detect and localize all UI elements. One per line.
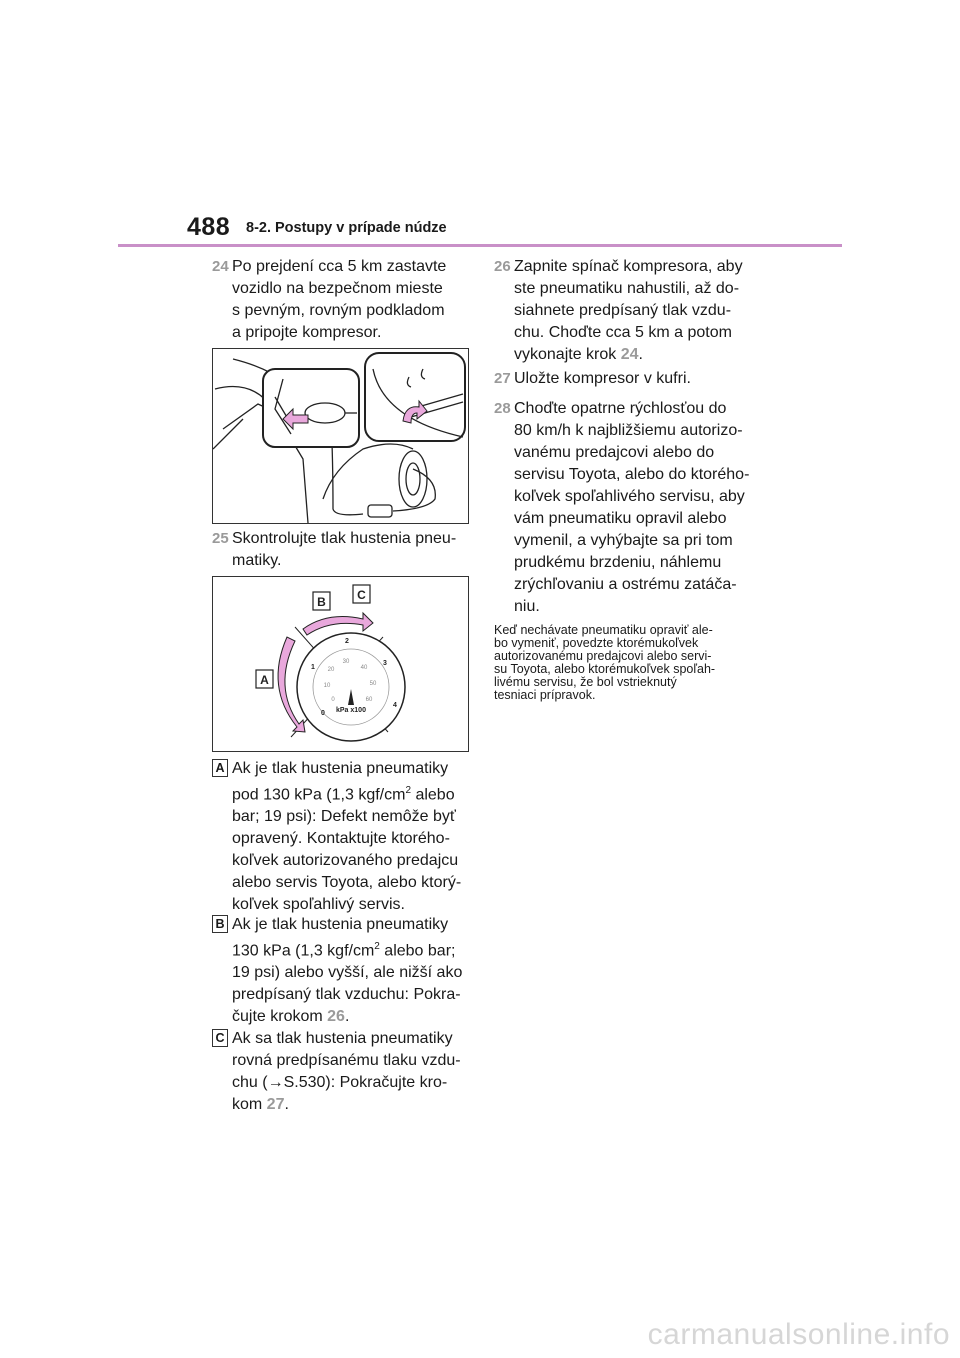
gauge-outer-4: 4 <box>393 702 397 709</box>
header-rule <box>118 244 842 247</box>
step-text: Zapnite spínač kompresora, aby ste pneumatiku nahustili, až do- siahnete predpísaný tlak vzdu- chu. Choďte cca 5 km a potom vykonajte krok <box>514 258 743 363</box>
item-b-text-3: . <box>344 1008 350 1026</box>
gauge-inner-40: 40 <box>360 665 368 671</box>
item-c-text-3: . <box>284 1096 289 1113</box>
page-number: 488 <box>187 213 231 241</box>
item-a-marker: A <box>212 759 228 777</box>
step-number: 28 <box>494 400 511 417</box>
step-24 <box>212 256 472 344</box>
item-b-ref: 26 <box>327 1008 345 1026</box>
compressor-illustration <box>213 349 468 523</box>
step-26-ref: 24 <box>620 346 639 363</box>
figure-pressure-gauge <box>212 576 469 752</box>
item-a-text: Ak je tlak hustenia pneumatiky pod 130 kPa (1,3 kgf/cm <box>232 760 449 804</box>
step-number: 26 <box>494 258 511 275</box>
item-b <box>212 914 470 1028</box>
item-a <box>212 758 470 916</box>
note-text: Keď nechávate pneumatiku opraviť ale- bo vymeniť, povedzte ktorémukoľvek autorizovanému predajcovi alebo servi- su Toyota, alebo ktorémukoľvek spoľah- livému servisu, že bol vstrieknutý tesniaci prípravok. <box>494 623 716 702</box>
step-26 <box>494 256 760 366</box>
gauge-inner-50: 50 <box>369 681 377 687</box>
step-text: Choďte opatrne rýchlosťou do 80 km/h k najbližšiemu autorizo- vanému predajcovi alebo do servisu Toyota, alebo do ktorého- koľvek spoľahlivého servisu, aby vám pneumatiku opravil alebo vymenil, a vyhýbajte sa pri tom prudkému brzdeniu, náhlemu zrýchľovaniu a ostrému zatáča- niu. <box>514 400 750 615</box>
arrow-icon: → <box>267 1074 284 1091</box>
item-b-marker: B <box>212 915 228 933</box>
step-27 <box>494 368 760 390</box>
item-a-text-2: alebo bar; 19 psi): Defekt nemôže byť opravený. Kontaktujte ktorého- koľvek autorizovaného predajcu alebo servis Toyota, alebo ktorý- koľvek spoľahlivý servis. <box>232 786 462 914</box>
gauge-inner-20: 20 <box>327 667 335 673</box>
step-text: Po prejdení cca 5 km zastavte vozidlo na bezpečnom mieste s pevným, rovným podkladom a pripojte kompresor. <box>232 258 447 341</box>
item-c-text: Ak sa tlak hustenia pneumatiky rovná predpísanému tlaku vzdu- chu ( <box>232 1030 461 1091</box>
step-text: Skontrolujte tlak hustenia pneu- matiky. <box>232 530 457 569</box>
item-a-sup: 2 <box>405 785 411 796</box>
step-number: 24 <box>212 258 229 275</box>
step-number: 27 <box>494 370 511 387</box>
gauge-inner-30: 30 <box>342 659 350 665</box>
gauge-illustration <box>213 577 468 751</box>
item-b-text-2: alebo bar; 19 psi) alebo vyšší, ale nižší ako predpísaný tlak vzduchu: Pokra- čujte krokom <box>232 942 463 1026</box>
step-number: 25 <box>212 530 229 547</box>
figure-compressor-connection <box>212 348 469 524</box>
watermark: carmanualsonline.info <box>647 1318 950 1351</box>
label-c: C <box>357 588 366 602</box>
label-a: A <box>260 673 269 687</box>
gauge-outer-3: 3 <box>383 660 387 667</box>
range-b-arrow <box>303 613 373 635</box>
gauge-outer-0: 0 <box>321 710 325 717</box>
section-title: 8-2. Postupy v prípade núdze <box>246 220 447 236</box>
gauge-inner-60: 60 <box>365 697 373 703</box>
gauge-unit: kPa x100 <box>336 707 366 714</box>
item-c-ref: 27 <box>266 1096 285 1113</box>
item-c-marker: C <box>212 1029 228 1047</box>
item-b-sup: 2 <box>374 941 380 952</box>
step-text: Uložte kompresor v kufri. <box>514 370 691 387</box>
label-b: B <box>317 595 326 609</box>
gauge-outer-1: 1 <box>311 664 315 671</box>
step-28 <box>494 398 760 618</box>
gauge-outer-2: 2 <box>345 638 349 645</box>
gauge-inner-10: 10 <box>323 683 331 689</box>
item-c <box>212 1028 470 1116</box>
item-c-text-2: S.530): Pokračujte kro- kom <box>232 1074 448 1113</box>
item-b-text: Ak je tlak hustenia pneumatiky 130 kPa (1,3 kgf/cm <box>232 916 449 960</box>
step-text-end: . <box>638 346 643 363</box>
step-25 <box>212 528 472 572</box>
gauge-inner-0: 0 <box>331 697 335 703</box>
